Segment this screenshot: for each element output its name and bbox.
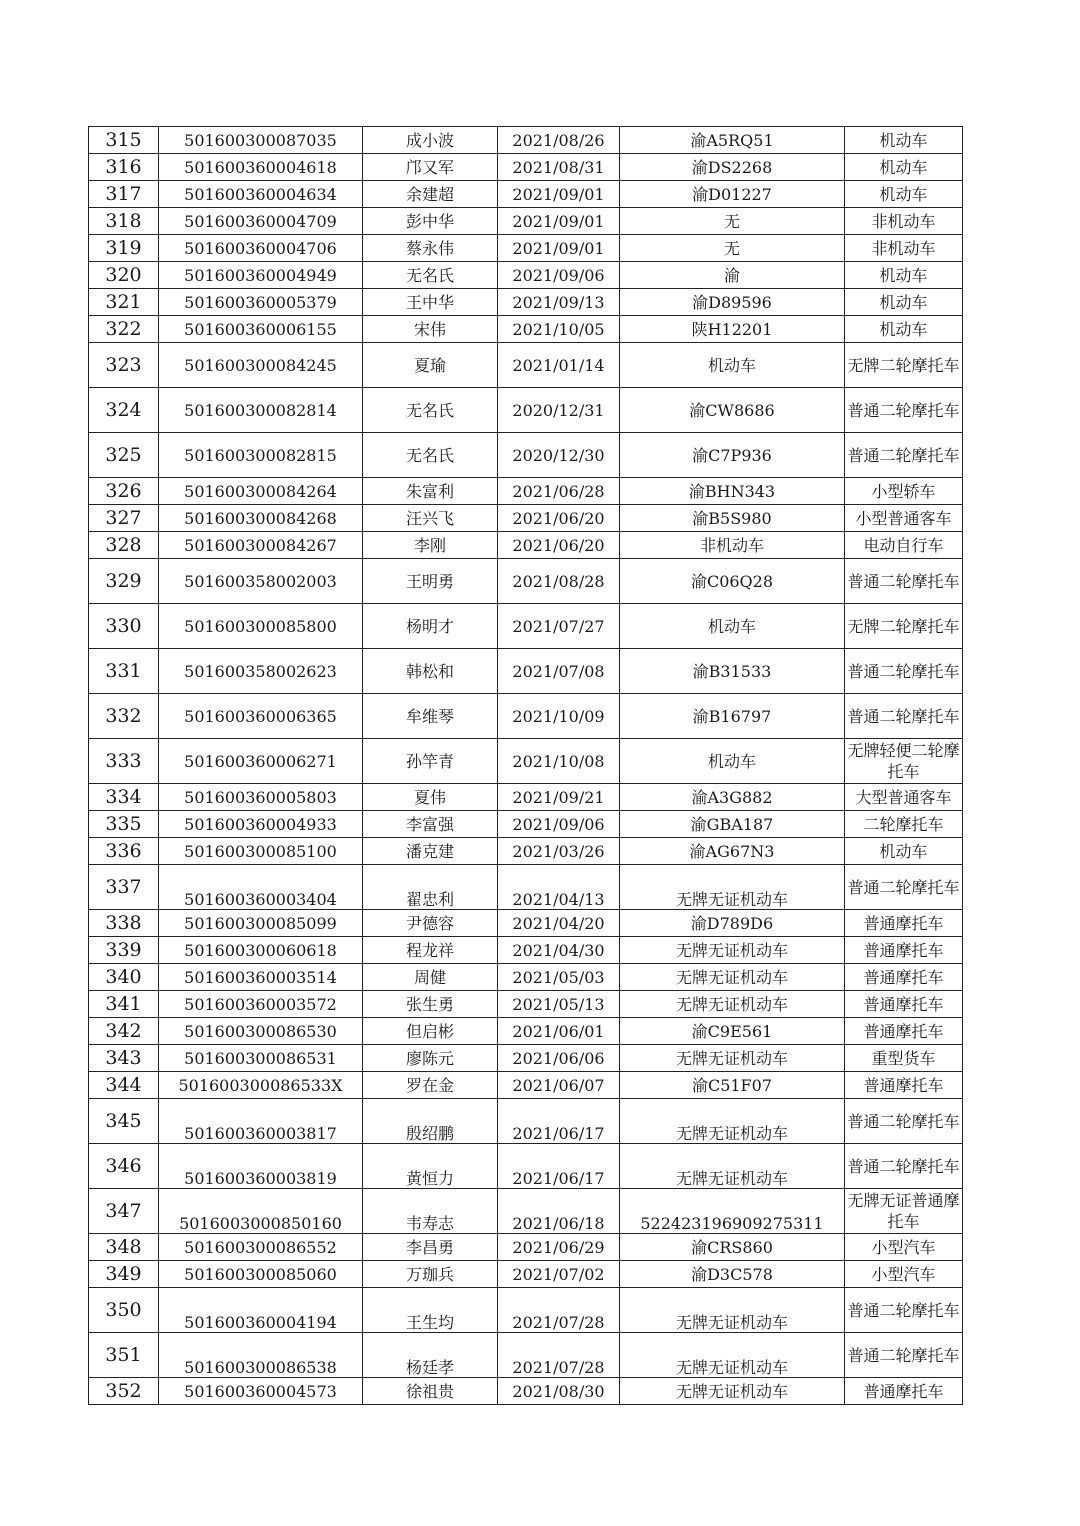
date-cell: 2021/07/02 — [498, 1261, 620, 1288]
vehicle-type-cell: 普通二轮摩托车 — [845, 388, 963, 433]
table-row — [89, 1378, 963, 1405]
table-row — [89, 811, 963, 838]
plate-cell: 渝B16797 — [620, 694, 845, 739]
person-name-cell: 邝又军 — [363, 154, 498, 181]
plate-cell: 无牌无证机动车 — [620, 991, 845, 1018]
plate-cell: 渝CW8686 — [620, 388, 845, 433]
date-cell: 2021/07/08 — [498, 649, 620, 694]
plate-cell: 渝A3G882 — [620, 784, 845, 811]
table-row — [89, 784, 963, 811]
person-name-cell: 汪兴飞 — [363, 505, 498, 532]
table-row — [89, 1189, 963, 1234]
row-number-cell: 329 — [89, 559, 159, 604]
plate-cell: 陕H12201 — [620, 316, 845, 343]
record-id-cell: 501600360004634 — [159, 181, 363, 208]
record-id-cell: 501600300085060 — [159, 1261, 363, 1288]
table-row — [89, 1099, 963, 1144]
plate-cell: 无牌无证机动车 — [620, 1144, 845, 1189]
date-cell: 2021/03/26 — [498, 838, 620, 865]
row-number-cell: 347 — [89, 1189, 159, 1234]
date-cell: 2021/06/20 — [498, 532, 620, 559]
date-cell: 2021/08/26 — [498, 127, 620, 154]
plate-cell: 机动车 — [620, 343, 845, 388]
person-name-cell: 王中华 — [363, 289, 498, 316]
person-name-cell: 殷绍鹏 — [363, 1099, 498, 1144]
row-number-cell: 318 — [89, 208, 159, 235]
table-row — [89, 937, 963, 964]
person-name-cell: 余建超 — [363, 181, 498, 208]
record-id-cell: 501600300085099 — [159, 910, 363, 937]
table-row — [89, 865, 963, 910]
row-number-cell: 342 — [89, 1018, 159, 1045]
record-id-cell: 501600300086531 — [159, 1045, 363, 1072]
row-number-cell: 350 — [89, 1288, 159, 1333]
date-cell: 2020/12/31 — [498, 388, 620, 433]
person-name-cell: 王生均 — [363, 1288, 498, 1333]
person-name-cell: 王明勇 — [363, 559, 498, 604]
plate-cell: 渝B5S980 — [620, 505, 845, 532]
record-id-cell: 501600360006365 — [159, 694, 363, 739]
vehicle-type-cell: 普通二轮摩托车 — [845, 694, 963, 739]
person-name-cell: 黄恒力 — [363, 1144, 498, 1189]
plate-cell: 机动车 — [620, 604, 845, 649]
table-row — [89, 604, 963, 649]
vehicle-type-cell: 普通二轮摩托车 — [845, 1099, 963, 1144]
person-name-cell: 孙竿青 — [363, 739, 498, 784]
plate-cell: 无牌无证机动车 — [620, 1333, 845, 1378]
plate-cell: 522423196909275311 — [620, 1189, 845, 1234]
person-name-cell: 张生勇 — [363, 991, 498, 1018]
person-name-cell: 彭中华 — [363, 208, 498, 235]
vehicle-type-cell: 无牌二轮摩托车 — [845, 604, 963, 649]
row-number-cell: 351 — [89, 1333, 159, 1378]
record-id-cell: 501600300086538 — [159, 1333, 363, 1378]
date-cell: 2021/09/01 — [498, 208, 620, 235]
date-cell: 2021/06/17 — [498, 1144, 620, 1189]
vehicle-type-cell: 机动车 — [845, 154, 963, 181]
record-id-cell: 501600300060618 — [159, 937, 363, 964]
row-number-cell: 317 — [89, 181, 159, 208]
vehicle-type-cell: 普通摩托车 — [845, 991, 963, 1018]
row-number-cell: 316 — [89, 154, 159, 181]
table-row — [89, 154, 963, 181]
table-row — [89, 388, 963, 433]
table-row — [89, 532, 963, 559]
vehicle-type-cell: 小型普通客车 — [845, 505, 963, 532]
vehicle-type-cell: 普通二轮摩托车 — [845, 1333, 963, 1378]
vehicle-type-cell: 机动车 — [845, 316, 963, 343]
table-row — [89, 964, 963, 991]
plate-cell: 渝AG67N3 — [620, 838, 845, 865]
plate-cell: 渝GBA187 — [620, 811, 845, 838]
table-row — [89, 289, 963, 316]
vehicle-type-cell: 大型普通客车 — [845, 784, 963, 811]
vehicle-type-cell: 普通二轮摩托车 — [845, 1288, 963, 1333]
row-number-cell: 352 — [89, 1378, 159, 1405]
vehicle-type-cell: 普通摩托车 — [845, 910, 963, 937]
record-id-cell: 501600360005803 — [159, 784, 363, 811]
table-row — [89, 433, 963, 478]
person-name-cell: 无名氏 — [363, 388, 498, 433]
vehicle-type-cell: 普通二轮摩托车 — [845, 559, 963, 604]
plate-cell: 渝 — [620, 262, 845, 289]
date-cell: 2021/09/06 — [498, 811, 620, 838]
date-cell: 2021/06/28 — [498, 478, 620, 505]
date-cell: 2021/08/31 — [498, 154, 620, 181]
record-id-cell: 501600300082815 — [159, 433, 363, 478]
table-row — [89, 262, 963, 289]
vehicle-type-cell: 普通摩托车 — [845, 1378, 963, 1405]
record-id-cell: 501600300086533X — [159, 1072, 363, 1099]
person-name-cell: 李昌勇 — [363, 1234, 498, 1261]
vehicle-type-cell: 机动车 — [845, 181, 963, 208]
date-cell: 2021/10/09 — [498, 694, 620, 739]
plate-cell: 渝D89596 — [620, 289, 845, 316]
row-number-cell: 348 — [89, 1234, 159, 1261]
record-id-cell: 501600360003514 — [159, 964, 363, 991]
record-id-cell: 501600300086552 — [159, 1234, 363, 1261]
person-name-cell: 徐祖贵 — [363, 1378, 498, 1405]
date-cell: 2021/07/28 — [498, 1333, 620, 1378]
date-cell: 2021/08/30 — [498, 1378, 620, 1405]
row-number-cell: 343 — [89, 1045, 159, 1072]
person-name-cell: 潘克建 — [363, 838, 498, 865]
date-cell: 2021/09/13 — [498, 289, 620, 316]
date-cell: 2021/06/17 — [498, 1099, 620, 1144]
plate-cell: 机动车 — [620, 739, 845, 784]
record-id-cell: 501600360003572 — [159, 991, 363, 1018]
table-row — [89, 1144, 963, 1189]
vehicle-type-cell: 普通二轮摩托车 — [845, 649, 963, 694]
person-name-cell: 翟忠利 — [363, 865, 498, 910]
date-cell: 2021/05/03 — [498, 964, 620, 991]
records-table-body — [89, 127, 963, 1405]
plate-cell: 渝C06Q28 — [620, 559, 845, 604]
vehicle-type-cell: 小型轿车 — [845, 478, 963, 505]
plate-cell: 无牌无证机动车 — [620, 1288, 845, 1333]
table-row — [89, 1234, 963, 1261]
date-cell: 2021/06/07 — [498, 1072, 620, 1099]
row-number-cell: 325 — [89, 433, 159, 478]
record-id-cell: 501600360003404 — [159, 865, 363, 910]
date-cell: 2021/04/30 — [498, 937, 620, 964]
person-name-cell: 杨明才 — [363, 604, 498, 649]
table-row — [89, 478, 963, 505]
vehicle-type-cell: 小型汽车 — [845, 1261, 963, 1288]
vehicle-type-cell: 机动车 — [845, 289, 963, 316]
row-number-cell: 334 — [89, 784, 159, 811]
person-name-cell: 夏瑜 — [363, 343, 498, 388]
vehicle-type-cell: 小型汽车 — [845, 1234, 963, 1261]
person-name-cell: 李富强 — [363, 811, 498, 838]
row-number-cell: 335 — [89, 811, 159, 838]
vehicle-type-cell: 普通二轮摩托车 — [845, 865, 963, 910]
row-number-cell: 328 — [89, 532, 159, 559]
table-row — [89, 343, 963, 388]
person-name-cell: 程龙祥 — [363, 937, 498, 964]
date-cell: 2021/07/28 — [498, 1288, 620, 1333]
row-number-cell: 341 — [89, 991, 159, 1018]
record-id-cell: 501600360004194 — [159, 1288, 363, 1333]
record-id-cell: 5016003000850160 — [159, 1189, 363, 1234]
table-row — [89, 739, 963, 784]
table-row — [89, 559, 963, 604]
table-row — [89, 1018, 963, 1045]
record-id-cell: 501600300086530 — [159, 1018, 363, 1045]
record-id-cell: 501600360004933 — [159, 811, 363, 838]
person-name-cell: 无名氏 — [363, 433, 498, 478]
record-id-cell: 501600300084268 — [159, 505, 363, 532]
record-id-cell: 501600360003819 — [159, 1144, 363, 1189]
plate-cell: 渝D3C578 — [620, 1261, 845, 1288]
plate-cell: 渝B31533 — [620, 649, 845, 694]
vehicle-type-cell: 非机动车 — [845, 208, 963, 235]
row-number-cell: 324 — [89, 388, 159, 433]
person-name-cell: 周健 — [363, 964, 498, 991]
table-row — [89, 838, 963, 865]
plate-cell: 无牌无证机动车 — [620, 865, 845, 910]
record-id-cell: 501600300084245 — [159, 343, 363, 388]
table-row — [89, 1072, 963, 1099]
row-number-cell: 326 — [89, 478, 159, 505]
row-number-cell: 336 — [89, 838, 159, 865]
date-cell: 2021/06/29 — [498, 1234, 620, 1261]
vehicle-type-cell: 普通二轮摩托车 — [845, 1144, 963, 1189]
table-row — [89, 649, 963, 694]
row-number-cell: 340 — [89, 964, 159, 991]
plate-cell: 渝CRS860 — [620, 1234, 845, 1261]
record-id-cell: 501600300087035 — [159, 127, 363, 154]
table-row — [89, 316, 963, 343]
person-name-cell: 杨廷孝 — [363, 1333, 498, 1378]
vehicle-type-cell: 无牌轻便二轮摩托车 — [845, 739, 963, 784]
date-cell: 2020/12/30 — [498, 433, 620, 478]
record-id-cell: 501600358002003 — [159, 559, 363, 604]
record-id-cell: 501600300085800 — [159, 604, 363, 649]
record-id-cell: 501600300084267 — [159, 532, 363, 559]
date-cell: 2021/04/13 — [498, 865, 620, 910]
plate-cell: 渝D789D6 — [620, 910, 845, 937]
plate-cell: 无 — [620, 208, 845, 235]
date-cell: 2021/09/06 — [498, 262, 620, 289]
row-number-cell: 315 — [89, 127, 159, 154]
person-name-cell: 夏伟 — [363, 784, 498, 811]
row-number-cell: 322 — [89, 316, 159, 343]
vehicle-type-cell: 普通二轮摩托车 — [845, 433, 963, 478]
table-row — [89, 694, 963, 739]
table-row — [89, 1261, 963, 1288]
plate-cell: 无牌无证机动车 — [620, 1378, 845, 1405]
vehicle-type-cell: 二轮摩托车 — [845, 811, 963, 838]
person-name-cell: 李刚 — [363, 532, 498, 559]
record-id-cell: 501600360006271 — [159, 739, 363, 784]
plate-cell: 非机动车 — [620, 532, 845, 559]
row-number-cell: 333 — [89, 739, 159, 784]
table-row — [89, 181, 963, 208]
person-name-cell: 宋伟 — [363, 316, 498, 343]
date-cell: 2021/09/01 — [498, 181, 620, 208]
row-number-cell: 331 — [89, 649, 159, 694]
person-name-cell: 朱富利 — [363, 478, 498, 505]
plate-cell: 渝DS2268 — [620, 154, 845, 181]
record-id-cell: 501600360004709 — [159, 208, 363, 235]
table-row — [89, 208, 963, 235]
date-cell: 2021/04/20 — [498, 910, 620, 937]
person-name-cell: 蔡永伟 — [363, 235, 498, 262]
date-cell: 2021/09/01 — [498, 235, 620, 262]
plate-cell: 渝C51F07 — [620, 1072, 845, 1099]
table-row — [89, 910, 963, 937]
vehicle-type-cell: 电动自行车 — [845, 532, 963, 559]
vehicle-type-cell: 非机动车 — [845, 235, 963, 262]
plate-cell: 无牌无证机动车 — [620, 964, 845, 991]
record-id-cell: 501600360005379 — [159, 289, 363, 316]
date-cell: 2021/06/06 — [498, 1045, 620, 1072]
vehicle-type-cell: 无牌无证普通摩托车 — [845, 1189, 963, 1234]
date-cell: 2021/06/18 — [498, 1189, 620, 1234]
person-name-cell: 尹德容 — [363, 910, 498, 937]
person-name-cell: 但启彬 — [363, 1018, 498, 1045]
record-id-cell: 501600300084264 — [159, 478, 363, 505]
vehicle-type-cell: 重型货车 — [845, 1045, 963, 1072]
vehicle-type-cell: 机动车 — [845, 838, 963, 865]
plate-cell: 无牌无证机动车 — [620, 1045, 845, 1072]
record-id-cell: 501600360004949 — [159, 262, 363, 289]
row-number-cell: 344 — [89, 1072, 159, 1099]
date-cell: 2021/09/21 — [498, 784, 620, 811]
date-cell: 2021/10/08 — [498, 739, 620, 784]
row-number-cell: 321 — [89, 289, 159, 316]
row-number-cell: 337 — [89, 865, 159, 910]
person-name-cell: 韦寿志 — [363, 1189, 498, 1234]
row-number-cell: 323 — [89, 343, 159, 388]
date-cell: 2021/05/13 — [498, 991, 620, 1018]
person-name-cell: 罗在金 — [363, 1072, 498, 1099]
record-id-cell: 501600358002623 — [159, 649, 363, 694]
row-number-cell: 320 — [89, 262, 159, 289]
record-id-cell: 501600360004618 — [159, 154, 363, 181]
record-id-cell: 501600360004706 — [159, 235, 363, 262]
table-row — [89, 1333, 963, 1378]
plate-cell: 渝C7P936 — [620, 433, 845, 478]
date-cell: 2021/06/20 — [498, 505, 620, 532]
record-id-cell: 501600300085100 — [159, 838, 363, 865]
plate-cell: 无牌无证机动车 — [620, 937, 845, 964]
date-cell: 2021/01/14 — [498, 343, 620, 388]
vehicle-type-cell: 机动车 — [845, 262, 963, 289]
person-name-cell: 无名氏 — [363, 262, 498, 289]
person-name-cell: 廖陈元 — [363, 1045, 498, 1072]
table-row — [89, 1045, 963, 1072]
table-row — [89, 235, 963, 262]
row-number-cell: 327 — [89, 505, 159, 532]
vehicle-type-cell: 机动车 — [845, 127, 963, 154]
row-number-cell: 339 — [89, 937, 159, 964]
vehicle-type-cell: 普通摩托车 — [845, 1018, 963, 1045]
date-cell: 2021/06/01 — [498, 1018, 620, 1045]
row-number-cell: 345 — [89, 1099, 159, 1144]
plate-cell: 无 — [620, 235, 845, 262]
person-name-cell: 万珈兵 — [363, 1261, 498, 1288]
record-id-cell: 501600360004573 — [159, 1378, 363, 1405]
row-number-cell: 332 — [89, 694, 159, 739]
date-cell: 2021/10/05 — [498, 316, 620, 343]
records-table — [88, 126, 963, 1405]
vehicle-type-cell: 无牌二轮摩托车 — [845, 343, 963, 388]
vehicle-type-cell: 普通摩托车 — [845, 937, 963, 964]
vehicle-type-cell: 普通摩托车 — [845, 964, 963, 991]
date-cell: 2021/08/28 — [498, 559, 620, 604]
plate-cell: 渝A5RQ51 — [620, 127, 845, 154]
record-id-cell: 501600360003817 — [159, 1099, 363, 1144]
plate-cell: 无牌无证机动车 — [620, 1099, 845, 1144]
row-number-cell: 349 — [89, 1261, 159, 1288]
row-number-cell: 330 — [89, 604, 159, 649]
table-row — [89, 991, 963, 1018]
table-row — [89, 505, 963, 532]
person-name-cell: 韩松和 — [363, 649, 498, 694]
table-row — [89, 127, 963, 154]
table-row — [89, 1288, 963, 1333]
vehicle-type-cell: 普通摩托车 — [845, 1072, 963, 1099]
plate-cell: 渝D01227 — [620, 181, 845, 208]
plate-cell: 渝C9E561 — [620, 1018, 845, 1045]
record-id-cell: 501600360006155 — [159, 316, 363, 343]
date-cell: 2021/07/27 — [498, 604, 620, 649]
person-name-cell: 牟维琴 — [363, 694, 498, 739]
row-number-cell: 338 — [89, 910, 159, 937]
record-id-cell: 501600300082814 — [159, 388, 363, 433]
plate-cell: 渝BHN343 — [620, 478, 845, 505]
row-number-cell: 319 — [89, 235, 159, 262]
person-name-cell: 成小波 — [363, 127, 498, 154]
row-number-cell: 346 — [89, 1144, 159, 1189]
